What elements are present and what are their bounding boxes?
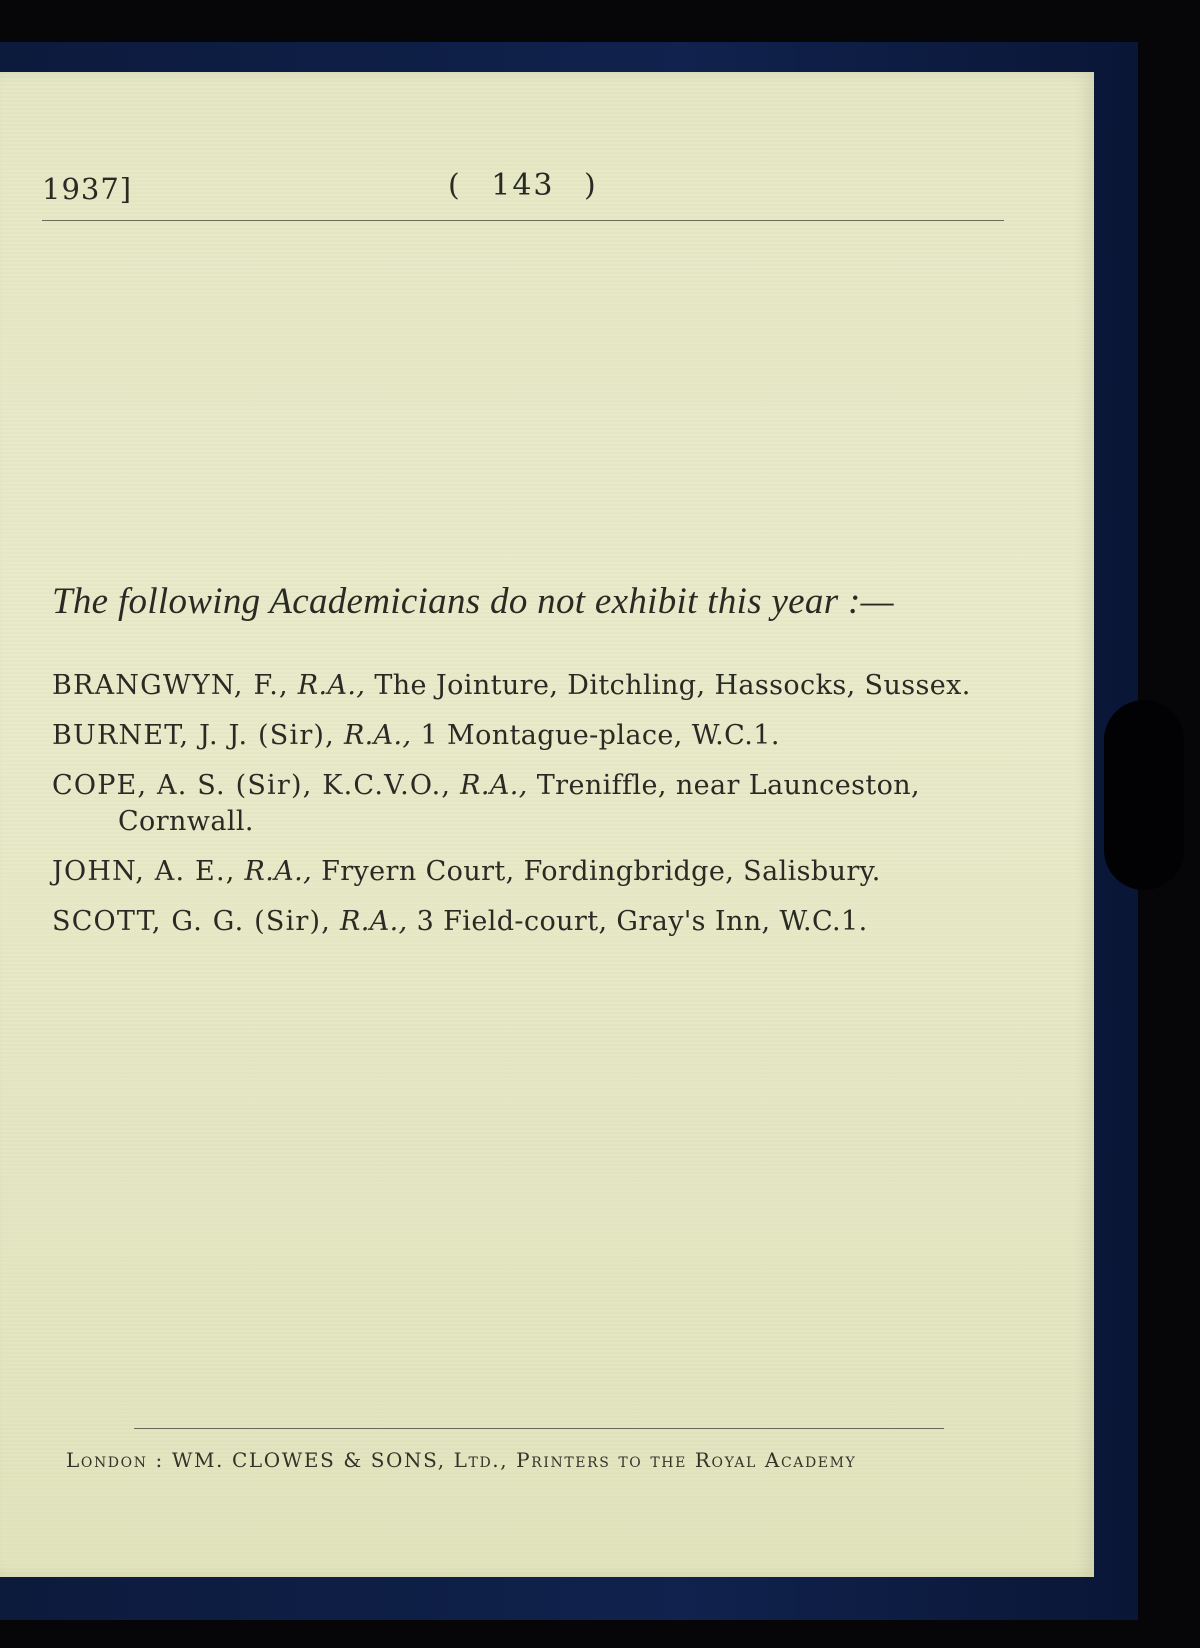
entry-address: 3 Field-court, Gray's Inn, W.C.1.	[416, 906, 868, 937]
entry-address: 1 Montague-place, W.C.1.	[420, 720, 780, 751]
page-header	[42, 162, 1004, 222]
list-item	[52, 718, 1012, 754]
entry-address: Treniffle, near Launceston, Cornwall.	[118, 770, 921, 837]
page-number: ( 143 )	[448, 168, 598, 203]
printer-imprint: London : WM. CLOWES & SONS, Ltd., Printers to the Royal Academy	[66, 1448, 857, 1472]
entry-rank: R.A.,	[297, 670, 366, 701]
entry-rank: R.A.,	[244, 856, 313, 887]
academician-list	[52, 668, 1012, 954]
header-rule	[42, 220, 1004, 221]
footer-rule	[134, 1428, 944, 1429]
entry-address: The Jointure, Ditchling, Hassocks, Sussex.	[374, 670, 971, 701]
list-item	[52, 768, 1012, 840]
entry-address: Fryern Court, Fordingbridge, Salisbury.	[321, 856, 881, 887]
list-item	[52, 904, 1012, 940]
entry-rank: R.A.,	[340, 906, 408, 937]
book-page	[0, 72, 1094, 1577]
entry-name: BURNET, J. J. (Sir),	[52, 720, 335, 751]
entry-name: JOHN, A. E.,	[52, 856, 236, 887]
intro-heading: The following Academicians do not exhibit this year :—	[52, 581, 894, 622]
entry-rank: R.A.,	[460, 770, 528, 801]
binding-tab	[1104, 700, 1184, 890]
entry-rank: R.A.,	[343, 720, 412, 751]
entry-name: BRANGWYN, F.,	[52, 670, 289, 701]
entry-name: SCOTT, G. G. (Sir),	[52, 906, 332, 937]
entry-name: COPE, A. S. (Sir), K.C.V.O.,	[52, 770, 452, 801]
list-item	[52, 854, 1012, 890]
list-item	[52, 668, 1012, 704]
header-year: 1937]	[42, 172, 133, 206]
